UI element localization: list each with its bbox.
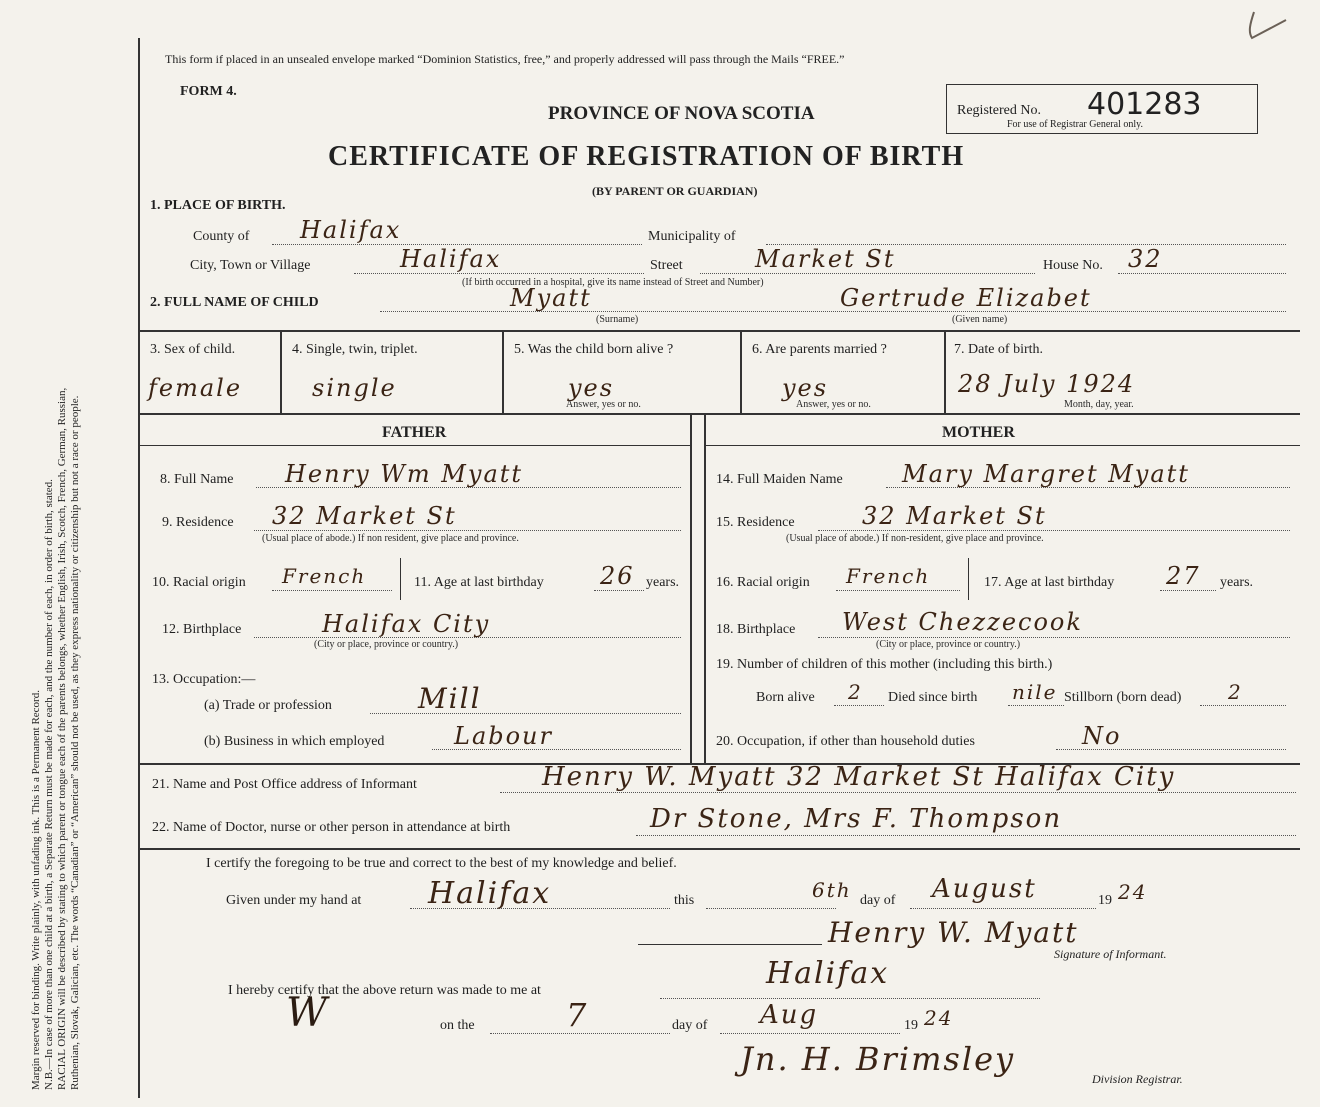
sex-label: 3. Sex of child. — [150, 342, 236, 357]
father-birthplace-value: Halifax City — [322, 610, 491, 638]
rule — [502, 330, 504, 413]
mother-heading: MOTHER — [942, 424, 1015, 441]
father-age-value: 26 — [600, 562, 635, 590]
died-label: Died since birth — [888, 690, 978, 705]
informant-value: Henry W. Myatt 32 Market St Halifax City — [542, 762, 1176, 792]
rule — [400, 558, 401, 600]
house-value: 32 — [1128, 245, 1163, 273]
mother-occupation-value: No — [1082, 722, 1122, 750]
informant-label: 21. Name and Post Office address of Informant — [152, 777, 417, 792]
rule — [280, 330, 282, 413]
father-race-value: French — [282, 564, 367, 588]
municipality-label: Municipality of — [648, 229, 736, 244]
field-line — [706, 908, 836, 909]
father-residence-note: (Usual place of abode.) If non resident, give place and province. — [262, 533, 519, 544]
mother-age-value: 27 — [1166, 562, 1201, 590]
registrar-signature-label: Division Registrar. — [1092, 1072, 1183, 1086]
city-label: City, Town or Village — [190, 258, 311, 273]
reg-day-of-label: day of — [672, 1018, 708, 1033]
father-business-value: Labour — [454, 722, 553, 750]
year-prefix: 19 — [1098, 893, 1112, 908]
field-line — [834, 705, 884, 706]
rule — [706, 445, 1300, 446]
margin-line: N.B.—In case of more than one child at a birth, a Separate Return must be made for each, and the number of each, in order of birth, stated. — [43, 479, 55, 1090]
county-label: County of — [193, 229, 250, 244]
twin-label: 4. Single, twin, triplet. — [292, 342, 418, 357]
given-place-value: Halifax — [428, 876, 552, 911]
city-line — [354, 273, 644, 274]
mother-children-label: 19. Number of children of this mother (including this birth.) — [716, 657, 1053, 672]
father-occupation-label: 13. Occupation:— — [152, 672, 256, 687]
page-subtitle: (BY PARENT OR GUARDIAN) — [592, 184, 758, 198]
rule — [140, 413, 1300, 415]
province-heading: PROVINCE OF NOVA SCOTIA — [548, 103, 815, 124]
given-under-label: Given under my hand at — [226, 893, 362, 908]
rule — [704, 413, 706, 763]
married-value: yes — [782, 374, 829, 402]
mother-birthplace-note: (City or place, province or country.) — [876, 639, 1021, 650]
registrar-month-value: Aug — [760, 1000, 819, 1030]
form-number: FORM 4. — [180, 84, 237, 99]
this-label: this — [674, 893, 695, 908]
mother-name-label: 14. Full Maiden Name — [716, 472, 843, 487]
registered-number: 401283 — [1087, 87, 1202, 122]
given-month-value: August — [932, 874, 1037, 904]
field-line — [500, 792, 1296, 793]
rule — [140, 330, 1300, 332]
rule — [740, 330, 742, 413]
registration-box — [946, 84, 1258, 134]
father-birthplace-label: 12. Birthplace — [162, 622, 242, 637]
married-label: 6. Are parents married ? — [752, 342, 887, 357]
father-trade-label: (a) Trade or profession — [204, 698, 332, 713]
registrar-note: For use of Registrar General only. — [1007, 119, 1143, 130]
day-of-label: day of — [860, 893, 896, 908]
alive-value: yes — [568, 374, 615, 402]
doctor-value: Dr Stone, Mrs F. Thompson — [650, 804, 1063, 834]
mother-residence-label: 15. Residence — [716, 515, 795, 530]
signature-line — [638, 944, 822, 945]
married-note: Answer, yes or no. — [796, 399, 871, 410]
street-label: Street — [650, 258, 683, 273]
registrar-statement: I hereby certify that the above return was made to me at — [228, 983, 541, 998]
mother-name-value: Mary Margret Myatt — [902, 460, 1190, 488]
field-line — [1200, 705, 1286, 706]
rule — [690, 413, 692, 763]
informant-signature-label: Signature of Informant. — [1054, 947, 1167, 961]
father-age-label: 11. Age at last birthday — [414, 575, 544, 590]
father-business-label: (b) Business in which employed — [204, 734, 385, 749]
mail-notice: This form if placed in an unsealed envelope marked “Dominion Statistics, free,” and properly addressed will pass through the Mails “FREE.” — [165, 52, 845, 66]
reg-year-prefix: 19 — [904, 1018, 918, 1033]
doctor-label: 22. Name of Doctor, nurse or other person in attendance at birth — [152, 820, 511, 835]
margin-instructions — [30, 30, 82, 1090]
field-line — [594, 590, 644, 591]
certify-statement: I certify the foregoing to be true and correct to the best of my knowledge and belief. — [206, 856, 677, 871]
informant-signature: Henry W. Myatt — [828, 916, 1079, 949]
margin-line: Margin reserved for binding. Write plainly, with unfading ink. This is a Permanent Record. — [30, 690, 42, 1090]
field-line — [370, 713, 681, 714]
registrar-year-value: 24 — [924, 1006, 954, 1030]
sex-value: female — [148, 374, 243, 402]
registrar-day-value: 7 — [566, 996, 589, 1034]
mother-race-label: 16. Racial origin — [716, 575, 810, 590]
mother-birthplace-label: 18. Birthplace — [716, 622, 796, 637]
father-age-unit: years. — [646, 575, 680, 590]
died-value: nile — [1012, 680, 1058, 704]
father-birthplace-note: (City or place, province or country.) — [314, 639, 459, 650]
alive-label: 5. Was the child born alive ? — [514, 342, 674, 357]
father-heading: FATHER — [382, 424, 447, 441]
mother-race-value: French — [846, 564, 931, 588]
on-the-label: on the — [440, 1018, 475, 1033]
dob-value: 28 July 1924 — [958, 370, 1136, 398]
alive-note: Answer, yes or no. — [566, 399, 641, 410]
child-given-name: Gertrude Elizabet — [840, 284, 1092, 312]
child-name-label: 2. FULL NAME OF CHILD — [150, 295, 319, 310]
field-line — [910, 908, 1096, 909]
field-line — [818, 637, 1290, 638]
margin-line: RACIAL ORIGIN will be described by stating to which parent or tongue each of the parents belongs, whether English, Irish, Scotch, French, German, Russian, — [56, 387, 68, 1090]
county-value: Halifax — [300, 216, 402, 244]
given-note: (Given name) — [952, 314, 1008, 325]
field-line — [272, 590, 392, 591]
rule — [944, 330, 946, 413]
born-alive-value: 2 — [848, 680, 863, 704]
field-line — [1160, 590, 1216, 591]
house-label: House No. — [1043, 258, 1103, 273]
field-line — [836, 590, 960, 591]
child-surname: Myatt — [510, 284, 592, 312]
rule — [140, 445, 690, 446]
field-line — [720, 1033, 900, 1034]
house-line — [1118, 273, 1286, 274]
mother-residence-note: (Usual place of abode.) If non-resident, give place and province. — [786, 533, 1044, 544]
mother-birthplace-value: West Chezzecook — [842, 608, 1083, 636]
place-of-birth-heading: 1. PLACE OF BIRTH. — [150, 198, 286, 213]
registrar-initial-mark: W — [286, 990, 330, 1036]
surname-note: (Surname) — [596, 314, 639, 325]
father-name-label: 8. Full Name — [160, 472, 234, 487]
street-value: Market St — [755, 245, 896, 273]
field-line — [660, 998, 1040, 999]
father-residence-label: 9. Residence — [162, 515, 234, 530]
father-race-label: 10. Racial origin — [152, 575, 246, 590]
father-trade-value: Mill — [418, 682, 482, 715]
mother-age-unit: years. — [1220, 575, 1254, 590]
stillborn-label: Stillborn (born dead) — [1064, 690, 1182, 705]
hospital-note: (If birth occurred in a hospital, give its name instead of Street and Number) — [462, 277, 764, 288]
pencil-check-mark — [1234, 6, 1294, 46]
stillborn-value: 2 — [1228, 680, 1243, 704]
page-title: CERTIFICATE OF REGISTRATION OF BIRTH — [328, 141, 965, 172]
mother-age-label: 17. Age at last birthday — [984, 575, 1115, 590]
registrar-place-value: Halifax — [766, 956, 890, 991]
mother-occupation-label: 20. Occupation, if other than household duties — [716, 734, 975, 749]
margin-line: Ruthenian, Slovak, Galician, etc. The words “Canadian” or “American” should not be used, as they express nationality or citizenship but not a race or people. — [69, 395, 81, 1090]
father-name-value: Henry Wm Myatt — [285, 460, 524, 488]
rule — [140, 848, 1300, 850]
given-day-value: 6th — [812, 878, 852, 902]
field-line — [1008, 705, 1064, 706]
registrar-signature: Jn. H. Brimsley — [740, 1040, 1016, 1078]
field-line — [636, 835, 1296, 836]
mother-residence-value: 32 Market St — [862, 502, 1047, 530]
city-value: Halifax — [400, 245, 502, 273]
street-line — [700, 273, 1035, 274]
father-residence-value: 32 Market St — [272, 502, 457, 530]
field-line — [254, 530, 681, 531]
registered-label: Registered No. — [957, 103, 1041, 118]
given-year-value: 24 — [1118, 880, 1148, 904]
twin-value: single — [312, 374, 397, 402]
born-alive-label: Born alive — [756, 690, 815, 705]
field-line — [818, 530, 1290, 531]
dob-note: Month, day, year. — [1064, 399, 1134, 410]
dob-label: 7. Date of birth. — [954, 342, 1044, 357]
rule — [968, 558, 969, 600]
